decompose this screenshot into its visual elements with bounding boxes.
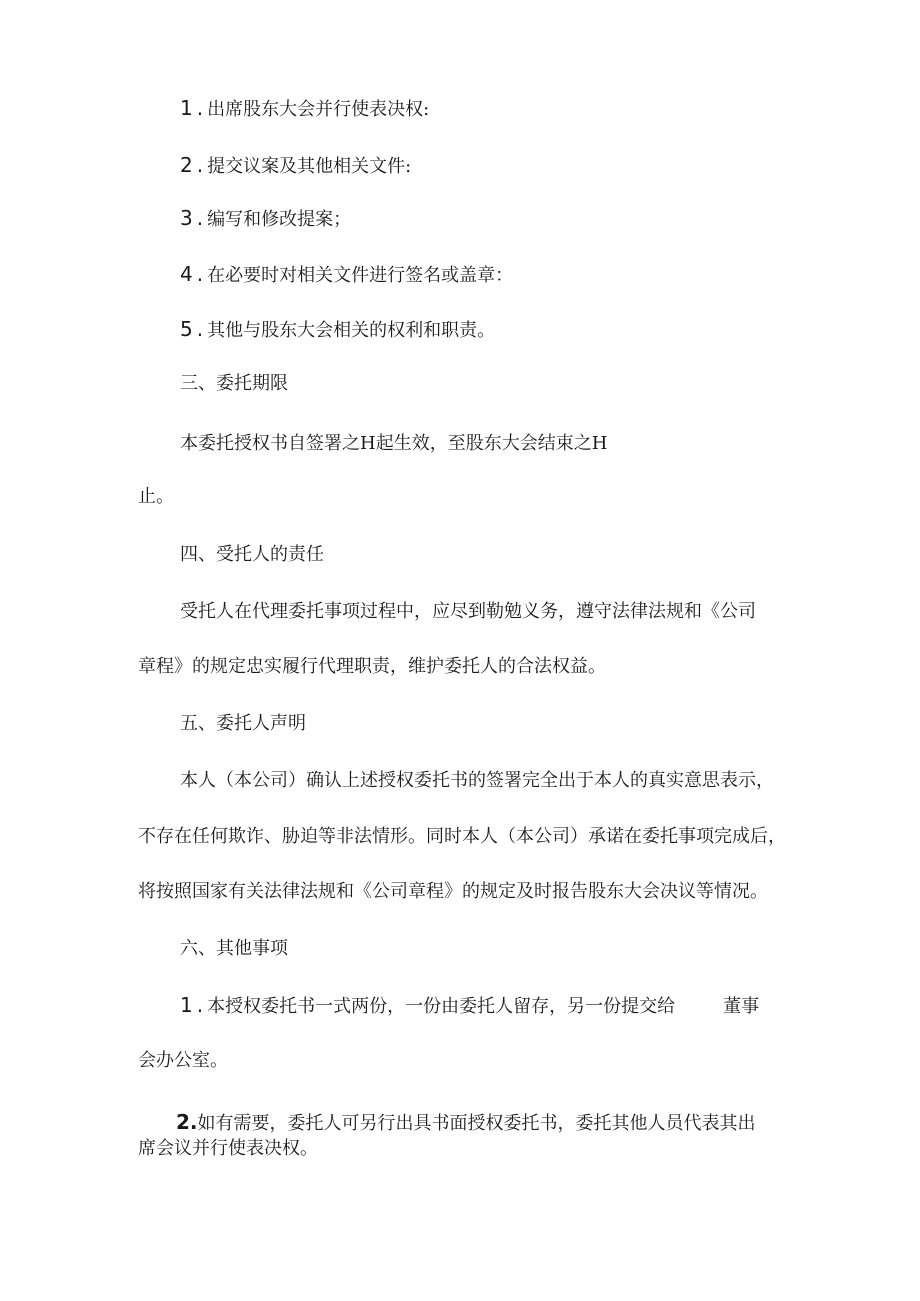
list-item-2	[180, 153, 411, 179]
list-number: 1	[180, 96, 193, 120]
list-separator: .	[196, 206, 204, 230]
section-heading-other: 六、其他事项	[180, 938, 288, 959]
list-text: 在必要时对相关文件进行签名或盖章：	[207, 265, 514, 286]
paragraph-line: 章程》的规定忠实履行代理职责，维护委托人的合法权益。	[138, 656, 606, 677]
list-text: 如有需要，委托人可另行出具书面授权委托书，委托其他人员代表其出	[197, 1113, 756, 1134]
section-heading-term: 三、委托期限	[180, 373, 288, 394]
list-number: 3	[180, 206, 193, 230]
paragraph-line: 会办公室。	[138, 1050, 228, 1071]
paragraph-line: 席会议并行使表决权。	[138, 1138, 318, 1159]
list-number: 2.	[176, 1110, 198, 1134]
list-text: 编写和修改提案；	[207, 209, 352, 230]
list-text: 董事	[723, 996, 760, 1017]
paragraph-line: 将按照国家有关法律法规和《公司章程》的规定及时报告股东大会决议等情况。	[138, 881, 768, 902]
list-item-4	[180, 262, 513, 288]
section-heading-declaration: 五、委托人声明	[180, 713, 306, 734]
list-number: 5	[180, 317, 193, 341]
list-text: 其他与股东大会相关的权利和职责。	[207, 320, 496, 341]
section-heading-responsibility: 四、受托人的责任	[180, 544, 324, 565]
list-number: 4	[180, 262, 193, 286]
list-number: 1	[180, 993, 193, 1017]
list-separator: .	[196, 317, 204, 341]
list-separator: .	[196, 153, 204, 177]
list-item-1	[180, 96, 429, 122]
paragraph-line: 受托人在代理委托事项过程中，应尽到勒勉义务，遵守法律法规和《公司	[180, 601, 756, 622]
list-text: 出席股东大会并行使表决权:	[207, 99, 430, 120]
paragraph-line: 本委托授权书自签署之H起生效，至股东大会结束之H	[180, 433, 608, 454]
paragraph-line: 本人（本公司）确认上述授权委托书的签署完全出于本人的真实意思表示，	[180, 770, 774, 791]
other-item-1	[180, 993, 759, 1019]
list-separator: .	[196, 993, 204, 1017]
list-item-5	[180, 317, 495, 343]
list-item-3	[180, 206, 351, 232]
list-number: 2	[180, 153, 193, 177]
other-item-2	[176, 1110, 756, 1136]
list-separator: .	[196, 96, 204, 120]
list-separator: .	[196, 262, 204, 286]
list-text: 本授权委托书一式两份，一份由委托人留存，另一份提交给	[207, 996, 676, 1017]
paragraph-line: 止。	[138, 486, 174, 507]
list-text: 提交议案及其他相关文件:	[207, 156, 412, 177]
paragraph-line: 不存在任何欺诈、胁迫等非法情形。同时本人（本公司）承诺在委托事项完成后，	[138, 826, 786, 847]
